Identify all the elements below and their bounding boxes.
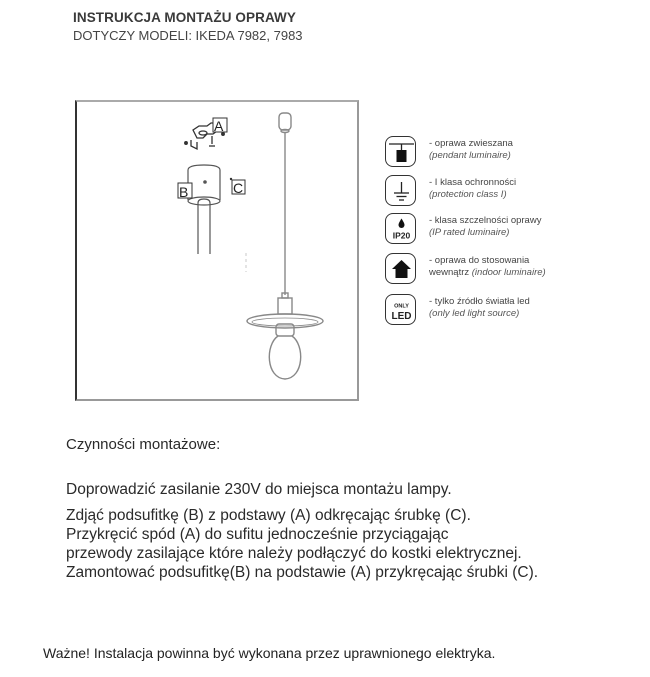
legend-en-text: (IP rated luminaire) [429, 227, 510, 238]
only-led-icon-top: ONLY [394, 303, 409, 310]
legend-item-only-led [385, 294, 625, 330]
legend-pl-text: - oprawa do stosowania [429, 255, 530, 266]
legend-item-indoor [385, 253, 625, 289]
legend-en-text: (protection class I) [429, 189, 507, 200]
legend-pl-text-2: wewnątrz [429, 267, 470, 278]
legend-en-text: (only led light source) [429, 308, 520, 319]
legend-item-pendant [385, 136, 625, 172]
label-c-box [230, 178, 245, 196]
document-title: INSTRUKCJA MONTAŻU OPRAWY [73, 10, 296, 25]
document-subtitle: DOTYCZY MODELI: IKEDA 7982, 7983 [73, 28, 303, 43]
label-b: B [179, 184, 189, 200]
instruction-steps [66, 480, 538, 582]
instruction-step: przewody zasilające które należy podłączyć do kostki elektrycznej. [66, 545, 522, 562]
legend-pl-text: - I klasa ochronności [429, 177, 517, 188]
legend-item-ip-rating [385, 213, 625, 249]
legend-pl-text: - tylko źródło światła led [429, 296, 530, 307]
instruction-step: Przykręcić spód (A) do sufitu jednocześnie przyciągając [66, 526, 449, 543]
pendant-icon [385, 136, 416, 167]
ip20-icon-text: IP20 [392, 230, 411, 241]
ip20-icon [385, 213, 416, 244]
canopy-cylinder [188, 165, 220, 254]
legend-en-text: (indoor luminaire) [471, 267, 546, 278]
installation-warning: Ważne! Instalacja powinna być wykonana przez uprawnionego elektryka. [43, 645, 496, 661]
only-led-icon-bottom: LED [391, 311, 412, 322]
legend-pl-text: - oprawa zwieszana [429, 138, 513, 149]
instruction-step: Doprowadzić zasilanie 230V do miejsca montażu lampy. [66, 481, 452, 498]
instructions-heading: Czynności montażowe: [66, 436, 221, 453]
instruction-step: Zdjąć podsufitkę (B) z podstawy (A) odkręcając śrubkę (C). [66, 507, 471, 524]
house-icon [385, 253, 416, 284]
label-c: C [233, 180, 244, 196]
pendant-lamp-illustration [247, 113, 323, 379]
label-a: A [214, 118, 224, 134]
label-b-box [178, 183, 192, 200]
legend-en-text: (pendant luminaire) [429, 150, 511, 161]
instruction-step: Zamontować podsufitkę(B) na podstawie (A) przykręcając śrubki (C). [66, 564, 539, 581]
legend-item-protection-class [385, 175, 625, 211]
legend-pl-text: - klasa szczelności oprawy [429, 215, 542, 226]
label-a-box [213, 118, 227, 134]
only-led-icon [385, 294, 416, 325]
ground-icon [385, 175, 416, 206]
